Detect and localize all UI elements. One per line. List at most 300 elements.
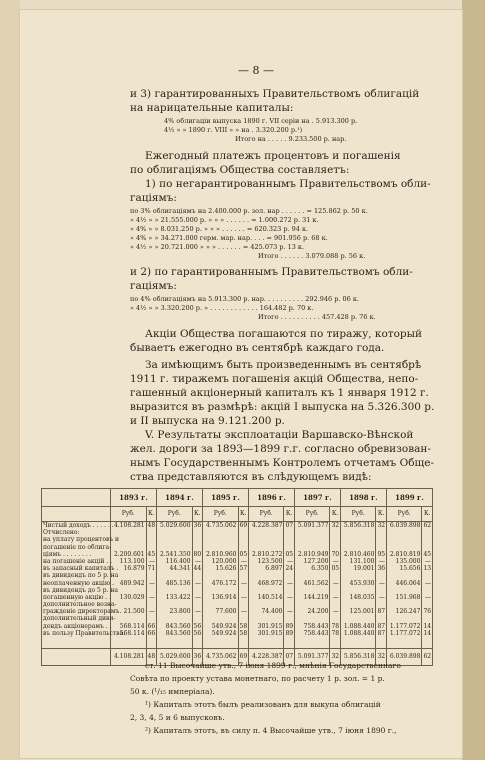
table-cell — [112, 544, 145, 551]
table-cell: — — [194, 579, 201, 587]
table-cell: 89 — [285, 629, 294, 637]
table-cell: 58 — [239, 622, 248, 630]
unit-kop: К. — [284, 507, 294, 522]
total-kop-cell: 62 — [422, 649, 433, 666]
table-cell — [194, 601, 201, 608]
table-cell — [240, 572, 247, 579]
table-cell — [112, 601, 145, 608]
page-number: — 8 — — [238, 64, 274, 77]
table-cell — [194, 544, 201, 551]
table-cell — [250, 615, 283, 622]
kop-column — [238, 522, 248, 649]
text-line: и II выпуска на 9.121.200 р. — [130, 415, 285, 427]
table-cell — [148, 544, 155, 551]
table-cell — [331, 572, 338, 579]
book-spine — [462, 0, 485, 760]
table-cell: 133.422 — [165, 593, 191, 601]
table-cell: 80 — [193, 550, 202, 558]
table-cell: 74.400 — [261, 608, 283, 616]
table-cell: — — [425, 593, 431, 601]
table-cell: 45 — [147, 550, 156, 558]
table-cell: 843.560 — [165, 622, 191, 630]
table-cell: 77.600 — [215, 608, 237, 616]
table-cell — [296, 572, 329, 579]
table-cell: 87 — [377, 608, 386, 616]
table-cell — [148, 587, 155, 594]
table-cell: — — [286, 579, 293, 587]
table-cell: 87 — [377, 622, 386, 630]
table-cell — [240, 544, 247, 551]
table-cell — [240, 615, 247, 622]
kop-column — [192, 522, 202, 649]
table-cell — [204, 601, 237, 608]
table-cell: 69 — [239, 522, 248, 529]
table-cell — [148, 536, 155, 543]
table-cell — [194, 572, 201, 579]
table-cell: 136.914 — [211, 593, 237, 601]
table-cell: 45 — [423, 550, 432, 558]
table-cell: 14 — [423, 622, 432, 630]
table-cell: 05 — [331, 565, 340, 573]
table-cell — [148, 572, 155, 579]
table-cell — [342, 529, 375, 536]
table-cell: — — [332, 608, 339, 616]
table-cell — [148, 601, 155, 608]
table-cell — [342, 601, 375, 608]
table-cell — [250, 536, 283, 543]
table-cell — [388, 544, 421, 551]
table-cell: 148.035 — [349, 593, 375, 601]
table-cell — [204, 529, 237, 536]
unit-rub: Руб. — [202, 507, 238, 522]
table-cell — [194, 529, 201, 536]
unit-rub: Руб. — [340, 507, 376, 522]
text-line: бываетъ ежегодно въ сентябрѣ каждаго года. — [130, 342, 385, 354]
table-cell: 70 — [331, 550, 340, 558]
left-margin — [0, 0, 20, 760]
table-cell: — — [332, 593, 339, 601]
table-cell: 131.100 — [349, 557, 375, 565]
year-header: 1896 г. — [248, 489, 294, 507]
table-cell: 2.810.949 — [297, 550, 329, 558]
table-cell — [296, 536, 329, 543]
table-cell — [377, 572, 384, 579]
total-kop-cell: 48 — [146, 649, 156, 666]
unit-rub: Руб. — [111, 507, 147, 522]
table-cell: 6.350 — [311, 565, 329, 573]
table-cell — [112, 529, 145, 536]
payment-line: по 4% облигаціямъ на 5.913.300 р. нар. . . . . . . . . . 292.946 р. 06 к. — [130, 295, 359, 303]
unit-kop: К. — [146, 507, 156, 522]
unit-kop: К. — [422, 507, 433, 522]
table-cell: 116.400 — [165, 557, 191, 565]
table-cell — [148, 529, 155, 536]
table-cell: 4.228.387 — [251, 522, 283, 529]
table-cell: 19.001 — [353, 565, 375, 573]
table-cell: 56 — [193, 629, 202, 637]
table-cell: 461.562 — [303, 579, 329, 587]
payment-line: » 4% » » 8.031.250 р. » » » . . . . . . = 620.323 р. 94 к. — [130, 225, 309, 233]
table-cell: 568.114 — [119, 629, 145, 637]
bond-total: Итого на . . . . . 9.233.500 р. нар. — [235, 135, 347, 143]
row-label: дополнительное возна- — [43, 601, 117, 609]
text-line: и 3) гарантированныхъ Правительствомъ облигацій — [130, 88, 420, 100]
table-cell — [158, 601, 191, 608]
table-cell — [377, 529, 384, 536]
table-cell: 126.247 — [395, 608, 421, 616]
table-cell — [285, 587, 292, 594]
table-cell — [331, 536, 338, 543]
table-cell — [250, 601, 283, 608]
table-cell: 57 — [239, 565, 248, 573]
table-cell: 1.088.440 — [343, 629, 375, 637]
table-cell: — — [148, 608, 155, 616]
year-header: 1894 г. — [156, 489, 202, 507]
table-cell: 468.972 — [257, 579, 283, 587]
table-cell: — — [240, 557, 247, 565]
table-cell: 5.029.600 — [159, 522, 191, 529]
table-cell — [240, 536, 247, 543]
table-cell: 446.064 — [395, 579, 421, 587]
table-cell: 4.735.062 — [205, 522, 237, 529]
text-line: на нарицательные капиталы: — [130, 102, 294, 114]
table-cell: 32 — [377, 522, 386, 529]
table-cell — [240, 529, 247, 536]
table-cell: 5.856.318 — [343, 522, 375, 529]
row-label: на уплату процентовъ и — [43, 536, 120, 544]
row-label: на погашеніе акцій . . — [43, 557, 113, 565]
table-cell: 2.810.460 — [343, 550, 375, 558]
table-cell — [204, 587, 237, 594]
footnote-line: 2, 3, 4, 5 и 6 выпусковъ. — [130, 713, 225, 722]
table-cell: 16.879 — [123, 565, 145, 573]
table-cell — [112, 615, 145, 622]
table-cell — [285, 544, 292, 551]
text-line: нымъ Государственнымъ Контролемъ отчетамъ Обще- — [130, 457, 435, 469]
text-line: выразится въ размѣрѣ: акцій I выпуска на 5.326.300 р. — [130, 401, 435, 413]
kop-column — [422, 522, 433, 649]
table-cell — [331, 544, 338, 551]
table-cell: — — [240, 608, 247, 616]
table-cell: 113.100 — [119, 557, 145, 565]
table-cell: 301.915 — [257, 622, 283, 630]
payment-line: » 4½ » » 20.721.000 » » » . . . . . . = 425.073 р. 13 к. — [130, 243, 305, 251]
row-label: погашенную акцію . . — [43, 593, 112, 601]
table-cell — [204, 572, 237, 579]
table-cell — [342, 544, 375, 551]
year-header: 1899 г. — [386, 489, 432, 507]
table-cell: 5.091.377 — [297, 522, 329, 529]
total-kop-cell: 36 — [192, 649, 202, 666]
table-cell: 6.897 — [265, 565, 283, 573]
table-cell: 127.200 — [303, 557, 329, 565]
table-cell: — — [378, 593, 385, 601]
table-cell — [204, 615, 237, 622]
unit-rub: Руб. — [386, 507, 422, 522]
table-cell — [158, 615, 191, 622]
unit-kop: К. — [192, 507, 202, 522]
table-cell — [423, 587, 431, 594]
table-cell: 05 — [239, 550, 248, 558]
table-cell — [342, 587, 375, 594]
table-cell: 24.200 — [307, 608, 329, 616]
table-cell: 2.810.819 — [389, 550, 421, 558]
table-cell — [158, 572, 191, 579]
table-cell: 758.443 — [303, 629, 329, 637]
total-cell: 6.039.898 — [386, 649, 422, 666]
year-header: 1897 г. — [294, 489, 340, 507]
row-label: въ запасный капиталъ . — [43, 565, 119, 573]
table-cell — [423, 544, 431, 551]
table-cell: 78 — [331, 629, 340, 637]
table-cell: 151.968 — [395, 593, 421, 601]
table-cell: 843.560 — [165, 629, 191, 637]
table-cell — [296, 544, 329, 551]
text-line: 1911 г. тиражемъ погашенія акцій Общества, непо- — [130, 373, 419, 385]
table-corner — [42, 507, 111, 522]
row-label: дендъ акціонерамъ . . — [43, 622, 112, 630]
kop-column — [330, 522, 340, 649]
table-cell — [158, 544, 191, 551]
table-cell: 2.810.960 — [205, 550, 237, 558]
row-label: ціямъ . . . . . . . . — [43, 550, 92, 558]
table-cell: 2.200.601 — [113, 550, 145, 558]
row-label: Отчислено: — [43, 529, 80, 537]
unit-kop: К. — [330, 507, 340, 522]
table-cell — [148, 615, 155, 622]
table-cell: — — [194, 557, 201, 565]
year-header: 1898 г. — [340, 489, 386, 507]
year-header: 1893 г. — [111, 489, 157, 507]
table-cell — [204, 536, 237, 543]
table-cell — [285, 536, 292, 543]
table-cell — [250, 572, 283, 579]
text-line: по облигаціямъ Общества составляетъ: — [130, 164, 350, 176]
payment-line: » 4% » » 34.271.000 герм. мар. нар. . . . = 901.956 р. 68 к. — [130, 234, 328, 242]
footnote-line: ¹) Капиталъ этотъ былъ реализованъ для выкупа облигацій — [145, 700, 381, 709]
table-cell — [240, 587, 247, 594]
table-cell — [296, 601, 329, 608]
table-cell — [194, 536, 201, 543]
table-cell: 301.915 — [257, 629, 283, 637]
rub-column — [340, 522, 376, 649]
table-cell — [331, 587, 338, 594]
table-cell: 568.114 — [119, 622, 145, 630]
table-cell: 66 — [147, 622, 156, 630]
table-cell: — — [286, 608, 293, 616]
table-cell: 36 — [193, 522, 202, 529]
table-cell: 62 — [423, 522, 432, 529]
table-cell: 44.341 — [169, 565, 191, 573]
table-cell: 1.177.072 — [389, 622, 421, 630]
table-cell — [377, 587, 384, 594]
results-table — [41, 488, 433, 666]
total-kop-cell: 07 — [284, 649, 294, 666]
kop-column — [376, 522, 386, 649]
row-label: въ пользу Правительства. — [43, 629, 126, 637]
row-label: гражденіе директорамъ. — [43, 608, 122, 616]
text-line: жел. дороги за 1893—1899 г.г. согласно обревизован- — [130, 443, 431, 455]
table-cell — [377, 544, 384, 551]
table-cell — [296, 587, 329, 594]
rub-column — [156, 522, 192, 649]
table-cell: 78 — [331, 622, 340, 630]
table-cell: 453.930 — [349, 579, 375, 587]
table-cell: 4.108.281 — [113, 522, 145, 529]
total-cell: 4.735.062 — [202, 649, 238, 666]
table-cell — [194, 587, 201, 594]
table-cell: — — [194, 593, 201, 601]
table-cell: — — [286, 593, 293, 601]
total-cell: 4.228.387 — [248, 649, 284, 666]
year-header: 1895 г. — [202, 489, 248, 507]
text-line: гаціямъ: — [130, 192, 177, 204]
payment-total: Итого . . . . . . 3.079.088 р. 56 к. — [258, 252, 366, 260]
unit-kop: К. — [238, 507, 248, 522]
row-label: въ дивидендъ до 5 р. на — [43, 586, 119, 594]
table-cell: — — [425, 579, 431, 587]
row-label: въ дивидендъ по 5 р. на — [43, 572, 119, 580]
table-cell: 120.000 — [211, 557, 237, 565]
row-label: погашеніе по облига- — [43, 543, 112, 551]
table-cell — [285, 572, 292, 579]
table-cell: — — [332, 557, 339, 565]
table-cell — [388, 529, 421, 536]
row-label: Чистый доходъ . . . . . . . — [43, 522, 118, 529]
table-cell — [296, 529, 329, 536]
table-cell — [388, 536, 421, 543]
table-cell — [250, 529, 283, 536]
table-cell — [342, 615, 375, 622]
table-cell — [296, 615, 329, 622]
table-cell: 549.924 — [211, 622, 237, 630]
total-cell: 5.091.377 — [294, 649, 330, 666]
table-cell — [423, 615, 431, 622]
text-line: ства представляются въ слѣдующемъ видѣ: — [130, 471, 372, 483]
table-cell: 2.810.272 — [251, 550, 283, 558]
bond-line: 4% облигаціи выпуска 1890 г. VII серіи на . 5.913.300 р. — [164, 117, 358, 125]
table-cell: 549.924 — [211, 629, 237, 637]
total-kop-cell: 32 — [330, 649, 340, 666]
table-cell: 123.500 — [257, 557, 283, 565]
total-cell: 4.108.281 — [111, 649, 147, 666]
table-cell — [158, 536, 191, 543]
table-cell — [331, 529, 338, 536]
table-cell: 489.942 — [119, 579, 145, 587]
footnote-line: ²) Капиталъ этотъ, въ силу п. 4 Высочайше утв., 7 іюня 1890 г., — [145, 726, 397, 735]
text-line: гашенный акціонерный капиталъ къ 1 января 1912 г. — [130, 387, 429, 399]
table-cell: 89 — [285, 622, 294, 630]
total-cell: 5.029.600 — [156, 649, 192, 666]
text-line: гаціямъ: — [130, 280, 177, 292]
table-cell: 32 — [331, 522, 340, 529]
unit-rub: Руб. — [248, 507, 284, 522]
unit-kop: К. — [376, 507, 386, 522]
table-cell — [388, 615, 421, 622]
table-cell — [377, 536, 384, 543]
unit-rub: Руб. — [294, 507, 330, 522]
table-cell: 1.177.072 — [389, 629, 421, 637]
table-cell: — — [240, 593, 247, 601]
table-cell: 2.541.350 — [159, 550, 191, 558]
rub-column — [202, 522, 238, 649]
table-cell: 56 — [193, 622, 202, 630]
kop-column — [284, 522, 294, 649]
text-line: 1) по негарантированнымъ Правительствомъ обли- — [145, 178, 431, 190]
bond-line: 4½ » » 1890 г. VIII » » на . 3.320.200 р.¹) — [164, 126, 303, 134]
table-cell: 21.500 — [123, 608, 145, 616]
table-cell — [331, 615, 338, 622]
table-cell — [194, 615, 201, 622]
table-corner — [42, 489, 111, 507]
row-label: неоплаченную акцію . — [43, 579, 114, 587]
table-cell — [423, 572, 431, 579]
footnote-line: ст. 11 Высочайше утв., 7 іюня 1899 г., мнѣнія Государственнаго — [145, 661, 401, 670]
table-cell: 48 — [147, 522, 156, 529]
table-cell: 758.443 — [303, 622, 329, 630]
table-cell: 14 — [423, 629, 432, 637]
table-cell: — — [148, 579, 155, 587]
table-cell — [388, 587, 421, 594]
table-cell — [331, 601, 338, 608]
table-cell: 44 — [193, 565, 202, 573]
table-cell: — — [378, 579, 385, 587]
table-cell: 13 — [423, 565, 432, 573]
table-cell: — — [425, 557, 431, 565]
table-cell: 6.039.898 — [389, 522, 421, 529]
table-cell: 130.029 — [119, 593, 145, 601]
table-cell: 1.088.440 — [343, 622, 375, 630]
table-cell: 485.136 — [165, 579, 191, 587]
table-cell: 23.800 — [169, 608, 191, 616]
table-cell — [204, 544, 237, 551]
table-cell: 07 — [285, 522, 294, 529]
table-cell — [158, 529, 191, 536]
table-cell: — — [194, 608, 201, 616]
table-cell: — — [286, 557, 293, 565]
payment-line: » 4½ » » 21.555.000 р. » » » . . . . . . = 1.000.272 р. 31 к. — [130, 216, 319, 224]
rub-column — [248, 522, 284, 649]
table-cell — [388, 572, 421, 579]
table-cell — [285, 601, 292, 608]
table-cell: 76 — [423, 608, 432, 616]
table-cell: 05 — [285, 550, 294, 558]
table-cell: 125.001 — [349, 608, 375, 616]
footnote-line: Совѣта по проекту устава монетнаго, по расчету 1 р. зол. = 1 р. — [130, 674, 385, 683]
table-cell: 95 — [377, 550, 386, 558]
kop-column — [146, 522, 156, 649]
text-line: За имѣющимъ быть произведеннымъ въ сентябрѣ — [145, 359, 422, 371]
table-cell — [423, 536, 431, 543]
table-cell — [377, 615, 384, 622]
table-cell: — — [240, 579, 247, 587]
table-cell — [240, 601, 247, 608]
table-cell — [342, 536, 375, 543]
rub-column — [294, 522, 330, 649]
table-cell: — — [148, 557, 155, 565]
total-label — [42, 649, 111, 666]
unit-rub: Руб. — [156, 507, 192, 522]
table-cell: 140.514 — [257, 593, 283, 601]
table-cell: 36 — [377, 565, 386, 573]
table-cell — [285, 529, 292, 536]
table-cell — [342, 572, 375, 579]
payment-line: » 4½ » » 3.320.200 р. » . . . . . . . . . . . . 164.482 р. 70 к. — [130, 304, 314, 312]
table-cell — [388, 601, 421, 608]
table-cell: 24 — [285, 565, 294, 573]
table-cell — [423, 529, 431, 536]
text-line: и 2) по гарантированнымъ Правительствомъ обли- — [130, 266, 413, 278]
